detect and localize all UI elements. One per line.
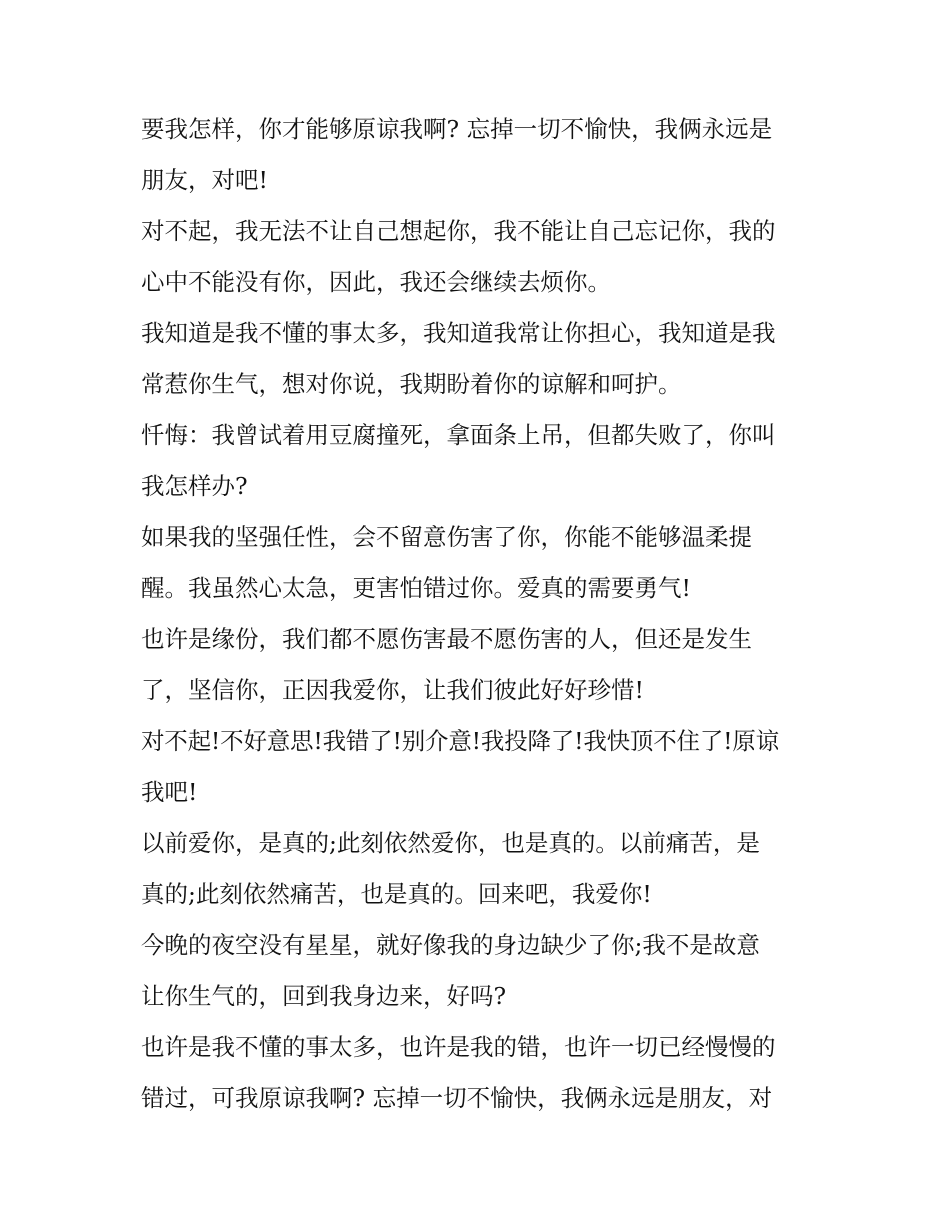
text-line: 醒。我虽然心太急，更害怕错过你。爱真的需要勇气!	[141, 574, 691, 602]
text-line: 我怎样办?	[141, 472, 248, 500]
text-line: 常惹你生气，想对你说，我期盼着你的谅解和呵护。	[141, 370, 682, 398]
text-line: 朋友，对吧!	[141, 166, 268, 194]
text-line: 以前爱你，是真的;此刻依然爱你，也是真的。以前痛苦，是	[141, 829, 760, 857]
text-line: 真的;此刻依然痛苦，也是真的。回来吧，我爱你!	[141, 880, 652, 908]
text-line: 今晚的夜空没有星星，就好像我的身边缺少了你;我不是故意	[141, 931, 760, 959]
text-line: 对不起，我无法不让自己想起你，我不能让自己忘记你，我的	[141, 217, 776, 245]
document-body	[141, 104, 821, 1124]
text-line: 我吧!	[141, 778, 198, 806]
text-line: 让你生气的，回到我身边来，好吗?	[141, 982, 507, 1010]
text-line: 我知道是我不懂的事太多，我知道我常让你担心，我知道是我	[141, 319, 776, 347]
text-line: 也许是缘份，我们都不愿伤害最不愿伤害的人，但还是发生	[141, 625, 752, 653]
text-line: 也许是我不懂的事太多，也许是我的错，也许一切已经慢慢的	[141, 1033, 776, 1061]
text-line: 要我怎样，你才能够原谅我啊? 忘掉一切不愉快，我俩永远是	[141, 115, 773, 143]
text-line: 忏悔：我曾试着用豆腐撞死，拿面条上吊，但都失败了，你叫	[141, 421, 776, 449]
text-line: 对不起!不好意思!我错了!别介意!我投降了!我快顶不住了!原谅	[141, 727, 779, 755]
text-line: 心中不能没有你，因此，我还会继续去烦你。	[141, 268, 611, 296]
text-line: 了，坚信你，正因我爱你，让我们彼此好好珍惜!	[141, 676, 644, 704]
text-line: 错过，可我原谅我啊? 忘掉一切不愉快，我俩永远是朋友，对	[141, 1084, 773, 1112]
text-line: 如果我的坚强任性，会不留意伤害了你，你能不能够温柔提	[141, 523, 752, 551]
